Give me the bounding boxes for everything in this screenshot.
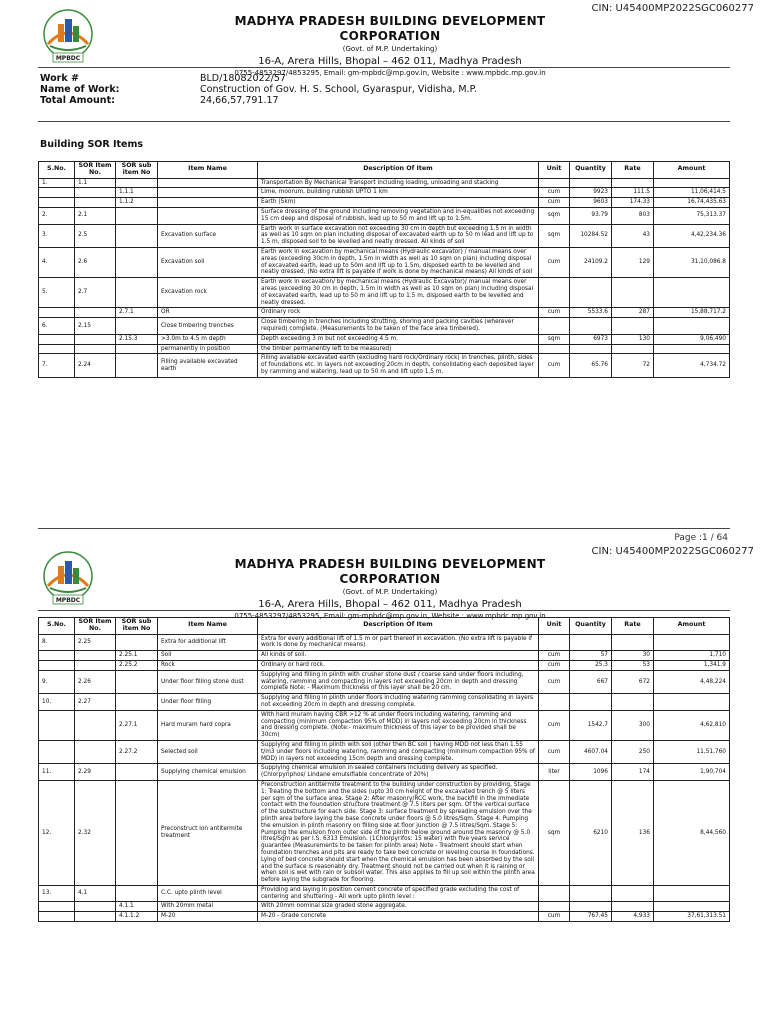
- column-header: Amount: [654, 162, 730, 179]
- cell-amount: 11,06,414.5: [654, 188, 730, 198]
- cell-item-name: [158, 188, 258, 198]
- cell-item-name: [158, 178, 258, 188]
- cell-sno: 5.: [39, 278, 75, 308]
- cell-unit: cum: [539, 912, 570, 922]
- cell-sno: [39, 651, 75, 661]
- cell-item-name: Hard muram hard copra: [158, 710, 258, 740]
- cell-sor-sub-item: [116, 354, 158, 377]
- table-row: [39, 178, 730, 188]
- cell-quantity: 93.79: [570, 207, 612, 224]
- letterhead: [200, 557, 580, 621]
- cell-amount: [654, 634, 730, 651]
- cell-item-name: Close timbering trenches: [158, 318, 258, 335]
- cell-sno: [39, 912, 75, 922]
- cell-amount: [654, 278, 730, 308]
- cell-rate: 130: [612, 334, 654, 344]
- cell-description: Earth work in surface excavation not exceeding 30 cm in depth but exceeding 1.5 m in width as well as 10 sqm on plan including disposal of excavated earth up to 50 m lead and lift up to 1.5 m, disposed soil to be levelled and neatly dressed. All kinds of soil: [258, 224, 539, 247]
- cell-rate: 30: [612, 651, 654, 661]
- cell-sor-item: [75, 651, 116, 661]
- cell-sor-item: [75, 334, 116, 344]
- cell-quantity: 25.3: [570, 660, 612, 670]
- cell-item-name: Supplying chemical emulsion: [158, 764, 258, 781]
- cell-sno: [39, 308, 75, 318]
- cell-sor-sub-item: [116, 318, 158, 335]
- table-body: [39, 634, 730, 921]
- cell-sno: 7.: [39, 354, 75, 377]
- table-row: [39, 344, 730, 354]
- cell-item-name: Rock: [158, 660, 258, 670]
- column-header: S.No.: [39, 162, 75, 179]
- cell-sno: 13.: [39, 885, 75, 902]
- table-row: [39, 780, 730, 885]
- cell-description: Close timbering in trenches including strutting, shoring and packing cavities (wherever required) complete. (Measurements to be taken of the face area timbered).: [258, 318, 539, 335]
- cell-rate: 111.5: [612, 188, 654, 198]
- cell-sor-sub-item: 2.27.2: [116, 740, 158, 763]
- cell-description: Surface dressing of the ground including removing vegetation and in-equalities not exceeding 15 cm deep and disposal of rubbish, lead up to 50 m and lift up to 1.5m.: [258, 207, 539, 224]
- org-govt: (Govt. of M.P. Undertaking): [342, 588, 438, 596]
- cell-item-name: C.C. upto plinth level: [158, 885, 258, 902]
- cell-sno: [39, 660, 75, 670]
- cell-item-name: Under floor filling: [158, 694, 258, 711]
- cell-amount: 8,44,560: [654, 780, 730, 885]
- page-number: Page :1 / 64: [674, 533, 728, 543]
- cell-quantity: 667: [570, 670, 612, 693]
- column-header: Amount: [654, 618, 730, 635]
- cell-description: Lime, moorum, building rubbish UPTO 1 km: [258, 188, 539, 198]
- table-row: [39, 278, 730, 308]
- cell-sor-item: [75, 198, 116, 208]
- cell-description: Ordinary rock: [258, 308, 539, 318]
- cell-quantity: [570, 694, 612, 711]
- cell-sor-sub-item: [116, 344, 158, 354]
- cell-item-name: With 20mm metal: [158, 902, 258, 912]
- cell-rate: [612, 694, 654, 711]
- cell-rate: [612, 902, 654, 912]
- cell-item-name: [158, 198, 258, 208]
- table-row: [39, 308, 730, 318]
- cell-sor-item: [75, 912, 116, 922]
- column-header: Rate: [612, 618, 654, 635]
- cell-amount: 37,61,313.51: [654, 912, 730, 922]
- logo-text: MPBDC: [55, 55, 81, 62]
- cell-sno: 10.: [39, 694, 75, 711]
- cell-sor-sub-item: [116, 694, 158, 711]
- cell-sno: 9.: [39, 670, 75, 693]
- cell-quantity: 6973: [570, 334, 612, 344]
- cell-unit: [539, 318, 570, 335]
- cell-sor-item: 2.24: [75, 354, 116, 377]
- cell-description: With 20mm nominal size graded stone aggregate.: [258, 902, 539, 912]
- column-header: S.No.: [39, 618, 75, 635]
- cell-sor-sub-item: [116, 764, 158, 781]
- org-contact: 0755-4853297/4853295, Email: gm-mpbdc@mp.gov.in, Website : www.mpbdc.mp.gov.in: [234, 612, 546, 620]
- cell-amount: 4,48,224: [654, 670, 730, 693]
- cell-unit: cum: [539, 354, 570, 377]
- cell-sor-sub-item: [116, 178, 158, 188]
- cell-sor-item: 2.15: [75, 318, 116, 335]
- cell-sor-item: [75, 710, 116, 740]
- cell-description: M-20 - Grade concrete: [258, 912, 539, 922]
- cell-amount: [654, 318, 730, 335]
- org-govt: (Govt. of M.P. Undertaking): [342, 45, 438, 53]
- cell-amount: 31,10,086.8: [654, 247, 730, 277]
- cell-description: Supplying and filling in plinth with soil (other then BC soil ) having MDD not less than 1.55 t/m3 under floors including watering, ramming and compacting (minimum compaction 95% of MDD) in layers not exceeding 15cm depth and dressing complete.: [258, 740, 539, 763]
- cell-rate: [612, 885, 654, 902]
- table-row: [39, 334, 730, 344]
- cell-sno: [39, 334, 75, 344]
- cell-amount: [654, 344, 730, 354]
- table-header-row: [39, 162, 730, 179]
- header-divider: [38, 610, 730, 611]
- cell-amount: 11,51,760: [654, 740, 730, 763]
- cell-sor-item: 2.1: [75, 207, 116, 224]
- cell-sor-item: [75, 188, 116, 198]
- cell-quantity: [570, 178, 612, 188]
- cell-rate: 129: [612, 247, 654, 277]
- cell-quantity: 65.76: [570, 354, 612, 377]
- cell-sno: 6.: [39, 318, 75, 335]
- cell-item-name: Preconstruct ion antitermite treatment: [158, 780, 258, 885]
- total-amount-label: Total Amount:: [40, 95, 115, 106]
- cell-sor-item: 4.1: [75, 885, 116, 902]
- cell-rate: 43: [612, 224, 654, 247]
- table-row: [39, 247, 730, 277]
- cell-description: Supplying and filling in plinth under floors including watering ramming consolidating in layers not exceeding 20cm in depth and dressing complete.: [258, 694, 539, 711]
- cell-description: Extra for every additional lift of 1.5 m or part thereof in excavation. (No extra lift is payable if work is done by mechanical means): [258, 634, 539, 651]
- cell-description: Earth (5km): [258, 198, 539, 208]
- cell-sor-sub-item: [116, 207, 158, 224]
- table-row: [39, 660, 730, 670]
- cell-item-name: Soil: [158, 651, 258, 661]
- cell-sor-sub-item: 2.7.1: [116, 308, 158, 318]
- cell-rate: 300: [612, 710, 654, 740]
- cin-number: CIN: U45400MP2022SGC060277: [591, 546, 754, 557]
- cell-quantity: [570, 634, 612, 651]
- cell-sor-item: 2.29: [75, 764, 116, 781]
- cell-sor-item: 2.25: [75, 634, 116, 651]
- column-header: SOR Item No.: [75, 618, 116, 635]
- header-divider: [38, 67, 730, 68]
- cell-amount: 16,74,435.63: [654, 198, 730, 208]
- cell-sor-sub-item: [116, 670, 158, 693]
- table-row: [39, 651, 730, 661]
- cell-unit: cum: [539, 188, 570, 198]
- cell-sor-item: 2.7: [75, 278, 116, 308]
- cell-sor-sub-item: [116, 278, 158, 308]
- cell-rate: 174.33: [612, 198, 654, 208]
- cell-unit: sqm: [539, 224, 570, 247]
- cell-amount: 75,313.37: [654, 207, 730, 224]
- cell-quantity: [570, 278, 612, 308]
- cell-unit: cum: [539, 198, 570, 208]
- total-amount-value: 24,66,57,791.17: [200, 95, 279, 106]
- cell-sor-sub-item: [116, 224, 158, 247]
- cell-item-name: OR: [158, 308, 258, 318]
- column-header: Item Name: [158, 162, 258, 179]
- cell-unit: [539, 902, 570, 912]
- cell-sor-sub-item: 2.25.2: [116, 660, 158, 670]
- section-title: Building SOR Items: [40, 139, 144, 150]
- cell-description: All kinds of soil.: [258, 651, 539, 661]
- cell-sor-sub-item: 1.1.1: [116, 188, 158, 198]
- work-no-label: Work #: [40, 73, 79, 84]
- cell-sor-sub-item: 1.1.2: [116, 198, 158, 208]
- cell-rate: 4,933: [612, 912, 654, 922]
- cell-rate: 287: [612, 308, 654, 318]
- cell-quantity: [570, 318, 612, 335]
- org-contact: 0755-4853297/4853295, Email: gm-mpbdc@mp.gov.in, Website : www.mpbdc.mp.gov.in: [234, 69, 546, 77]
- column-header: Description Of Item: [258, 162, 539, 179]
- cell-unit: cum: [539, 740, 570, 763]
- cell-sor-sub-item: [116, 780, 158, 885]
- cell-rate: 136: [612, 780, 654, 885]
- cell-quantity: 24109.2: [570, 247, 612, 277]
- mpbdc-logo-icon: [40, 8, 96, 64]
- cell-quantity: 1096: [570, 764, 612, 781]
- cell-item-name: Filling available excavated earth: [158, 354, 258, 377]
- cell-sor-item: 2.5: [75, 224, 116, 247]
- cell-quantity: 10284.52: [570, 224, 612, 247]
- cell-unit: cum: [539, 308, 570, 318]
- cell-quantity: 1542.7: [570, 710, 612, 740]
- cell-item-name: permanently in position: [158, 344, 258, 354]
- cell-description: Preconstruction antitermite treatment to the building under construction by providing, Stage 1: Treating the bottom and the sides (upto 30 cm height of the excavated trench @ 5 liters per sqm of the surface area. Stage 2: After masonry/RCC work, the backfill in the immediate contact with the foundation structure treatment @ 7.5 liters per sqm. Of the vertical surface of the substructure for each side. Stage 3: surface treatment by spreading emulsion over the plinth area before laying the base concrete under floors @ 5.0 litres/Sqm. Stage 4: Pumping the emulsion in plinth masonry on filling side at floor junction @ 7.5 litres/Sqm. Stage 5: Pumping the emulsion from outer side of the plinth below ground around the masonry @ 5.0 litres/Sqm as per I.S. 6313 Emulsion. (1Chlorpyrifos: 15 water) with five years service guarantee (Measurements to be taken for plinth area) Note - Treatment should start when foundation trenches and pits are ready to take bed concrete or leveling course in foundations. Lying of bed concrete should start when the chemical emulsion has been absorbed by the soil and the surface is reasonably dry. Treatment should not be carried out when it is raining or when soil is wet with rain or subsoil water. This also applies to fill up soil within the plinth area before laying the subgrade for flooring.: [258, 780, 539, 885]
- cell-description: the timber permanently left to be measured): [258, 344, 539, 354]
- cell-item-name: Under floor filling stone dust: [158, 670, 258, 693]
- cell-quantity: 6210: [570, 780, 612, 885]
- table-row: [39, 198, 730, 208]
- cell-unit: [539, 694, 570, 711]
- table-row: [39, 694, 730, 711]
- table-row: [39, 224, 730, 247]
- table-row: [39, 207, 730, 224]
- cell-sor-sub-item: 2.27.1: [116, 710, 158, 740]
- cell-quantity: 9603: [570, 198, 612, 208]
- work-details: [40, 73, 477, 106]
- cell-unit: cum: [539, 651, 570, 661]
- cell-sor-sub-item: [116, 634, 158, 651]
- cell-sor-sub-item: 2.15.3: [116, 334, 158, 344]
- cell-quantity: [570, 902, 612, 912]
- table-body: [39, 178, 730, 377]
- org-name: MADHYA PRADESH BUILDING DEVELOPMENT CORPORATION: [234, 14, 546, 43]
- cell-sno: [39, 198, 75, 208]
- cell-sor-item: [75, 308, 116, 318]
- cell-rate: 174: [612, 764, 654, 781]
- cell-sno: 2.: [39, 207, 75, 224]
- cell-sno: 12.: [39, 780, 75, 885]
- cell-description: With hard muram having CBR >12 % at under floors including watering, ramming and compacting (minimum compaction 95% of MDD) in layers not exceeding 20cm in thickness and dressing complete. (Note:- maximum thickness of this layer to be provided shall be 30cm): [258, 710, 539, 740]
- mpbdc-logo-icon: [40, 550, 96, 606]
- column-header: Description Of Item: [258, 618, 539, 635]
- cell-rate: 803: [612, 207, 654, 224]
- cell-unit: [539, 278, 570, 308]
- cell-sor-sub-item: 4.1.1.2: [116, 912, 158, 922]
- cell-sor-item: 2.27: [75, 694, 116, 711]
- column-header: Unit: [539, 162, 570, 179]
- cell-sno: 1.: [39, 178, 75, 188]
- table-row: [39, 764, 730, 781]
- details-divider: [38, 121, 730, 122]
- cell-item-name: Excavation rock: [158, 278, 258, 308]
- table-row: [39, 885, 730, 902]
- cell-amount: [654, 694, 730, 711]
- table-row: [39, 670, 730, 693]
- cell-sno: 4.: [39, 247, 75, 277]
- cell-item-name: Excavation surface: [158, 224, 258, 247]
- cell-amount: 4,62,810: [654, 710, 730, 740]
- cell-item-name: Extra for additional lift: [158, 634, 258, 651]
- cell-amount: 1,90,704: [654, 764, 730, 781]
- cell-sor-sub-item: 2.25.1: [116, 651, 158, 661]
- cell-sor-item: 1.1: [75, 178, 116, 188]
- cell-rate: 53: [612, 660, 654, 670]
- cell-rate: [612, 318, 654, 335]
- cell-unit: cum: [539, 660, 570, 670]
- cell-sor-sub-item: [116, 247, 158, 277]
- sor-items-table-continued: [38, 617, 730, 922]
- cell-amount: 1,341.9: [654, 660, 730, 670]
- cell-sno: 8.: [39, 634, 75, 651]
- cell-quantity: [570, 344, 612, 354]
- page-break-line: [38, 528, 730, 529]
- cell-item-name: >3.0m to 4.5 m depth: [158, 334, 258, 344]
- org-address: 16-A, Arera Hills, Bhopal – 462 011, Madhya Pradesh: [258, 56, 522, 67]
- cell-unit: [539, 885, 570, 902]
- cell-rate: [612, 178, 654, 188]
- work-no-value: BLD/18082022/57: [200, 73, 286, 84]
- cell-quantity: 57: [570, 651, 612, 661]
- cell-amount: 4,734.72: [654, 354, 730, 377]
- cell-unit: [539, 634, 570, 651]
- cell-unit: sqm: [539, 207, 570, 224]
- cell-sor-item: [75, 660, 116, 670]
- sor-items-table: [38, 161, 730, 378]
- table-row: [39, 318, 730, 335]
- cell-unit: sqm: [539, 780, 570, 885]
- table-header-row: [39, 618, 730, 635]
- table-row: [39, 902, 730, 912]
- cell-rate: [612, 278, 654, 308]
- cell-description: Supplying and filling in plinth with crusher stone dust / coarse sand under floors including, watering, ramming and compacting in layers not exceeding 20cm in depth and dressing complete Note: - Maximum thickness of this layer shall be 20 cm.: [258, 670, 539, 693]
- cell-item-name: Selected soil: [158, 740, 258, 763]
- cell-rate: 250: [612, 740, 654, 763]
- column-header: SOR Item No.: [75, 162, 116, 179]
- cell-amount: 9,06,490: [654, 334, 730, 344]
- table-row: [39, 188, 730, 198]
- cell-amount: 4,42,234.36: [654, 224, 730, 247]
- org-name: MADHYA PRADESH BUILDING DEVELOPMENT CORPORATION: [234, 557, 546, 586]
- cell-unit: [539, 344, 570, 354]
- letterhead: [200, 14, 580, 78]
- cell-amount: [654, 178, 730, 188]
- column-header: Quantity: [570, 162, 612, 179]
- work-name-label: Name of Work:: [40, 84, 120, 95]
- cell-sor-item: [75, 740, 116, 763]
- column-header: Rate: [612, 162, 654, 179]
- cell-description: Transportation By Mechanical Transport including loading, unloading and stacking: [258, 178, 539, 188]
- cell-rate: 672: [612, 670, 654, 693]
- cell-rate: [612, 634, 654, 651]
- cell-quantity: 767.45: [570, 912, 612, 922]
- cell-sor-item: [75, 344, 116, 354]
- cell-quantity: 4607.04: [570, 740, 612, 763]
- logo-text: MPBDC: [55, 597, 81, 604]
- cell-unit: [539, 178, 570, 188]
- cell-description: Ordinary or hard rock.: [258, 660, 539, 670]
- cell-unit: liter: [539, 764, 570, 781]
- cell-item-name: [158, 207, 258, 224]
- cell-description: Earth work in excavation/ by mechanical means (Hydraulic Excavator)/ manual means over areas (exceeding 30 cm in depth, 1.5m in width as well as 10 sqm on plan) including disposal of excavated earth, lead up to 50 m and lift up to 1.5 m, disposed earth to be levelled and neatly dressed.: [258, 278, 539, 308]
- cell-item-name: M-20: [158, 912, 258, 922]
- cell-item-name: Excavation soil: [158, 247, 258, 277]
- cell-sor-item: 2.6: [75, 247, 116, 277]
- cell-sor-sub-item: 4.1.1: [116, 902, 158, 912]
- cell-sor-sub-item: [116, 885, 158, 902]
- table-row: [39, 740, 730, 763]
- cell-sno: [39, 740, 75, 763]
- cell-sor-item: [75, 902, 116, 912]
- cell-description: Providing and laying in position cement concrete of specified grade excluding the cost of centering and shuttering - All work upto plinth level :: [258, 885, 539, 902]
- table-row: [39, 912, 730, 922]
- cell-description: Earth work in excavation by mechanical means (Hydraulic excavator) / manual means over areas (exceeding 30cm in depth, 1.5m in width as well as 10 sqm on plan) including disposal of excavated earth, lead up to 50m and lift up to 1.5m, disposed earth to be levelled and neatly dressed. (No extra lift is payable if work is done by mechanical means) All kinds of soil: [258, 247, 539, 277]
- cell-rate: [612, 344, 654, 354]
- table-row: [39, 354, 730, 377]
- cell-description: Depth exceeding 3 m but not exceeding 4.5 m.: [258, 334, 539, 344]
- cell-sno: 11.: [39, 764, 75, 781]
- column-header: Unit: [539, 618, 570, 635]
- cell-sno: 3.: [39, 224, 75, 247]
- cell-description: Supplying chemical emulsion in sealed containers including delivery as specified. (Chlorpyriphos/ Lindane emulsifiable concentrate of 20%): [258, 764, 539, 781]
- cell-amount: 15,88,717.2: [654, 308, 730, 318]
- cell-quantity: 9923: [570, 188, 612, 198]
- cell-amount: [654, 902, 730, 912]
- work-name-value: Construction of Gov. H. S. School, Gyaraspur, Vidisha, M.P.: [200, 84, 477, 95]
- cell-amount: 1,710: [654, 651, 730, 661]
- cell-sno: [39, 902, 75, 912]
- cell-quantity: [570, 885, 612, 902]
- cell-sno: [39, 188, 75, 198]
- cell-amount: [654, 885, 730, 902]
- cell-sno: [39, 710, 75, 740]
- cell-quantity: 5533.6: [570, 308, 612, 318]
- column-header: SOR sub item No: [116, 162, 158, 179]
- column-header: Item Name: [158, 618, 258, 635]
- column-header: SOR sub item No: [116, 618, 158, 635]
- table-row: [39, 710, 730, 740]
- cin-number: CIN: U45400MP2022SGC060277: [591, 3, 754, 14]
- cell-unit: sqm: [539, 334, 570, 344]
- cell-rate: 72: [612, 354, 654, 377]
- cell-sno: [39, 344, 75, 354]
- cell-unit: cum: [539, 710, 570, 740]
- cell-description: Filling available excavated earth (excluding hard rock/Ordinary rock) in trenches, plinth, sides of foundations etc. in layers not exceeding 20cm in depth, consolidating each deposited layer by ramming and watering, lead up to 50 m and lift upto 1.5 m.: [258, 354, 539, 377]
- cell-sor-item: 2.26: [75, 670, 116, 693]
- table-row: [39, 634, 730, 651]
- cell-unit: cum: [539, 247, 570, 277]
- column-header: Quantity: [570, 618, 612, 635]
- cell-sor-item: 2.32: [75, 780, 116, 885]
- org-address: 16-A, Arera Hills, Bhopal – 462 011, Madhya Pradesh: [258, 599, 522, 610]
- cell-unit: cum: [539, 670, 570, 693]
